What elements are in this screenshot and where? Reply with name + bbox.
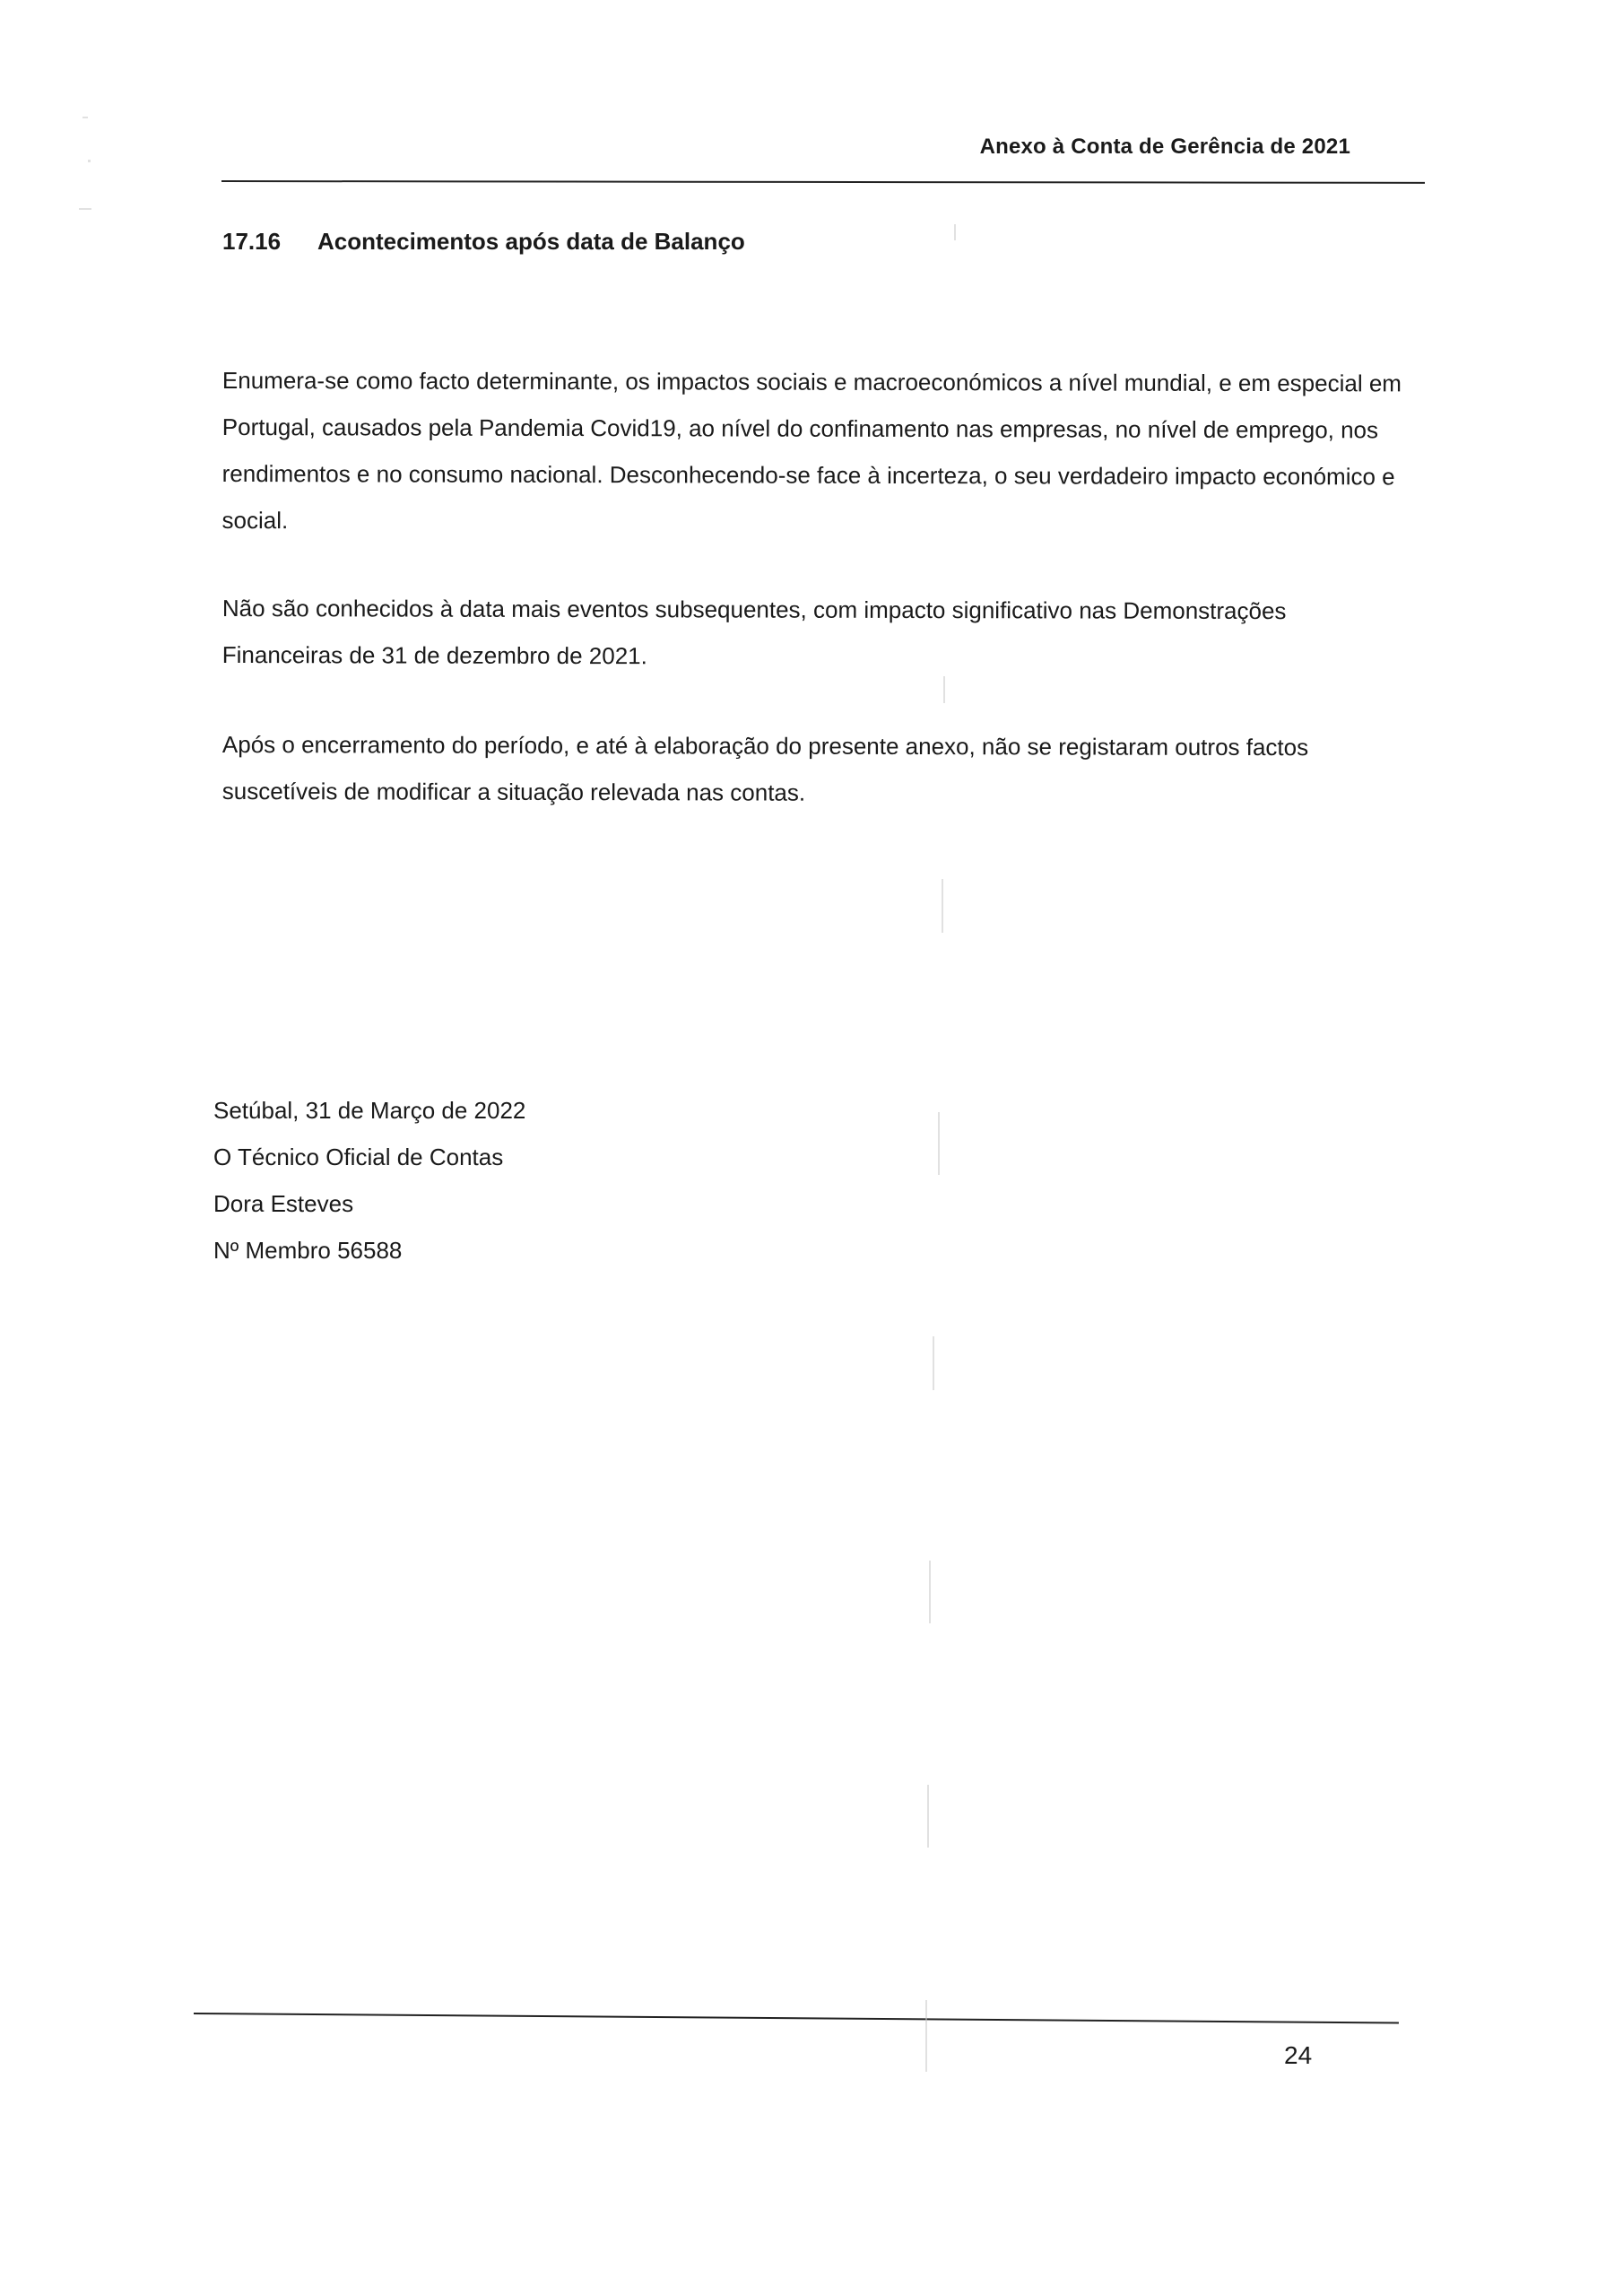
section-number: 17.16 [222,228,282,255]
signature-name: Dora Esteves [213,1190,354,1217]
section-heading [222,228,745,256]
section-title: Acontecimentos após data de Balanço [317,228,745,255]
page-number: 24 [1284,2041,1313,2069]
scan-speck [88,160,91,162]
signature-place-date: Setúbal, 31 de Março de 2022 [213,1097,526,1124]
signature-role: O Técnico Oficial de Contas [213,1144,504,1170]
scan-speck [929,1561,931,1623]
scan-speck [954,224,956,240]
scan-speck [82,117,88,118]
signature-member-number: Nº Membro 56588 [213,1237,403,1264]
scan-speck [925,2000,927,2072]
paragraph-no-other-facts: Após o encerramento do período, e até à elaboração do presente anexo, não se registaram outros factos suscetíveis de modificar a situação relevada nas contas. [221,730,1309,806]
scan-speck [938,1112,940,1175]
paragraph-covid-impact: Enumera-se como facto determinante, os impactos sociais e macroeconómicos a nível mundial, e em especial em Portugal, causados pela Pandemia Covid19, ao nível do confinamento nas empresas, no nível de emprego, nos rendimentos e no consumo nacional. Desconhecendo-se face à incerteza, o seu verdadeiro impacto económico e social. [221,366,1402,535]
scan-speck [943,676,945,703]
signature-block [213,1087,525,1274]
document-header-title: Anexo à Conta de Gerência de 2021 [979,135,1350,159]
scan-speck [942,879,943,933]
paragraph-no-subsequent-events: Não são conhecidos à data mais eventos subsequentes, com impacto significativo nas Demonstrações Financeiras de 31 de dezembro de 2021. [221,594,1287,670]
scan-speck [933,1336,934,1390]
scan-speck [79,208,91,210]
footer-divider [194,2013,1399,2024]
header-divider [221,180,1425,184]
scan-speck [927,1785,929,1848]
